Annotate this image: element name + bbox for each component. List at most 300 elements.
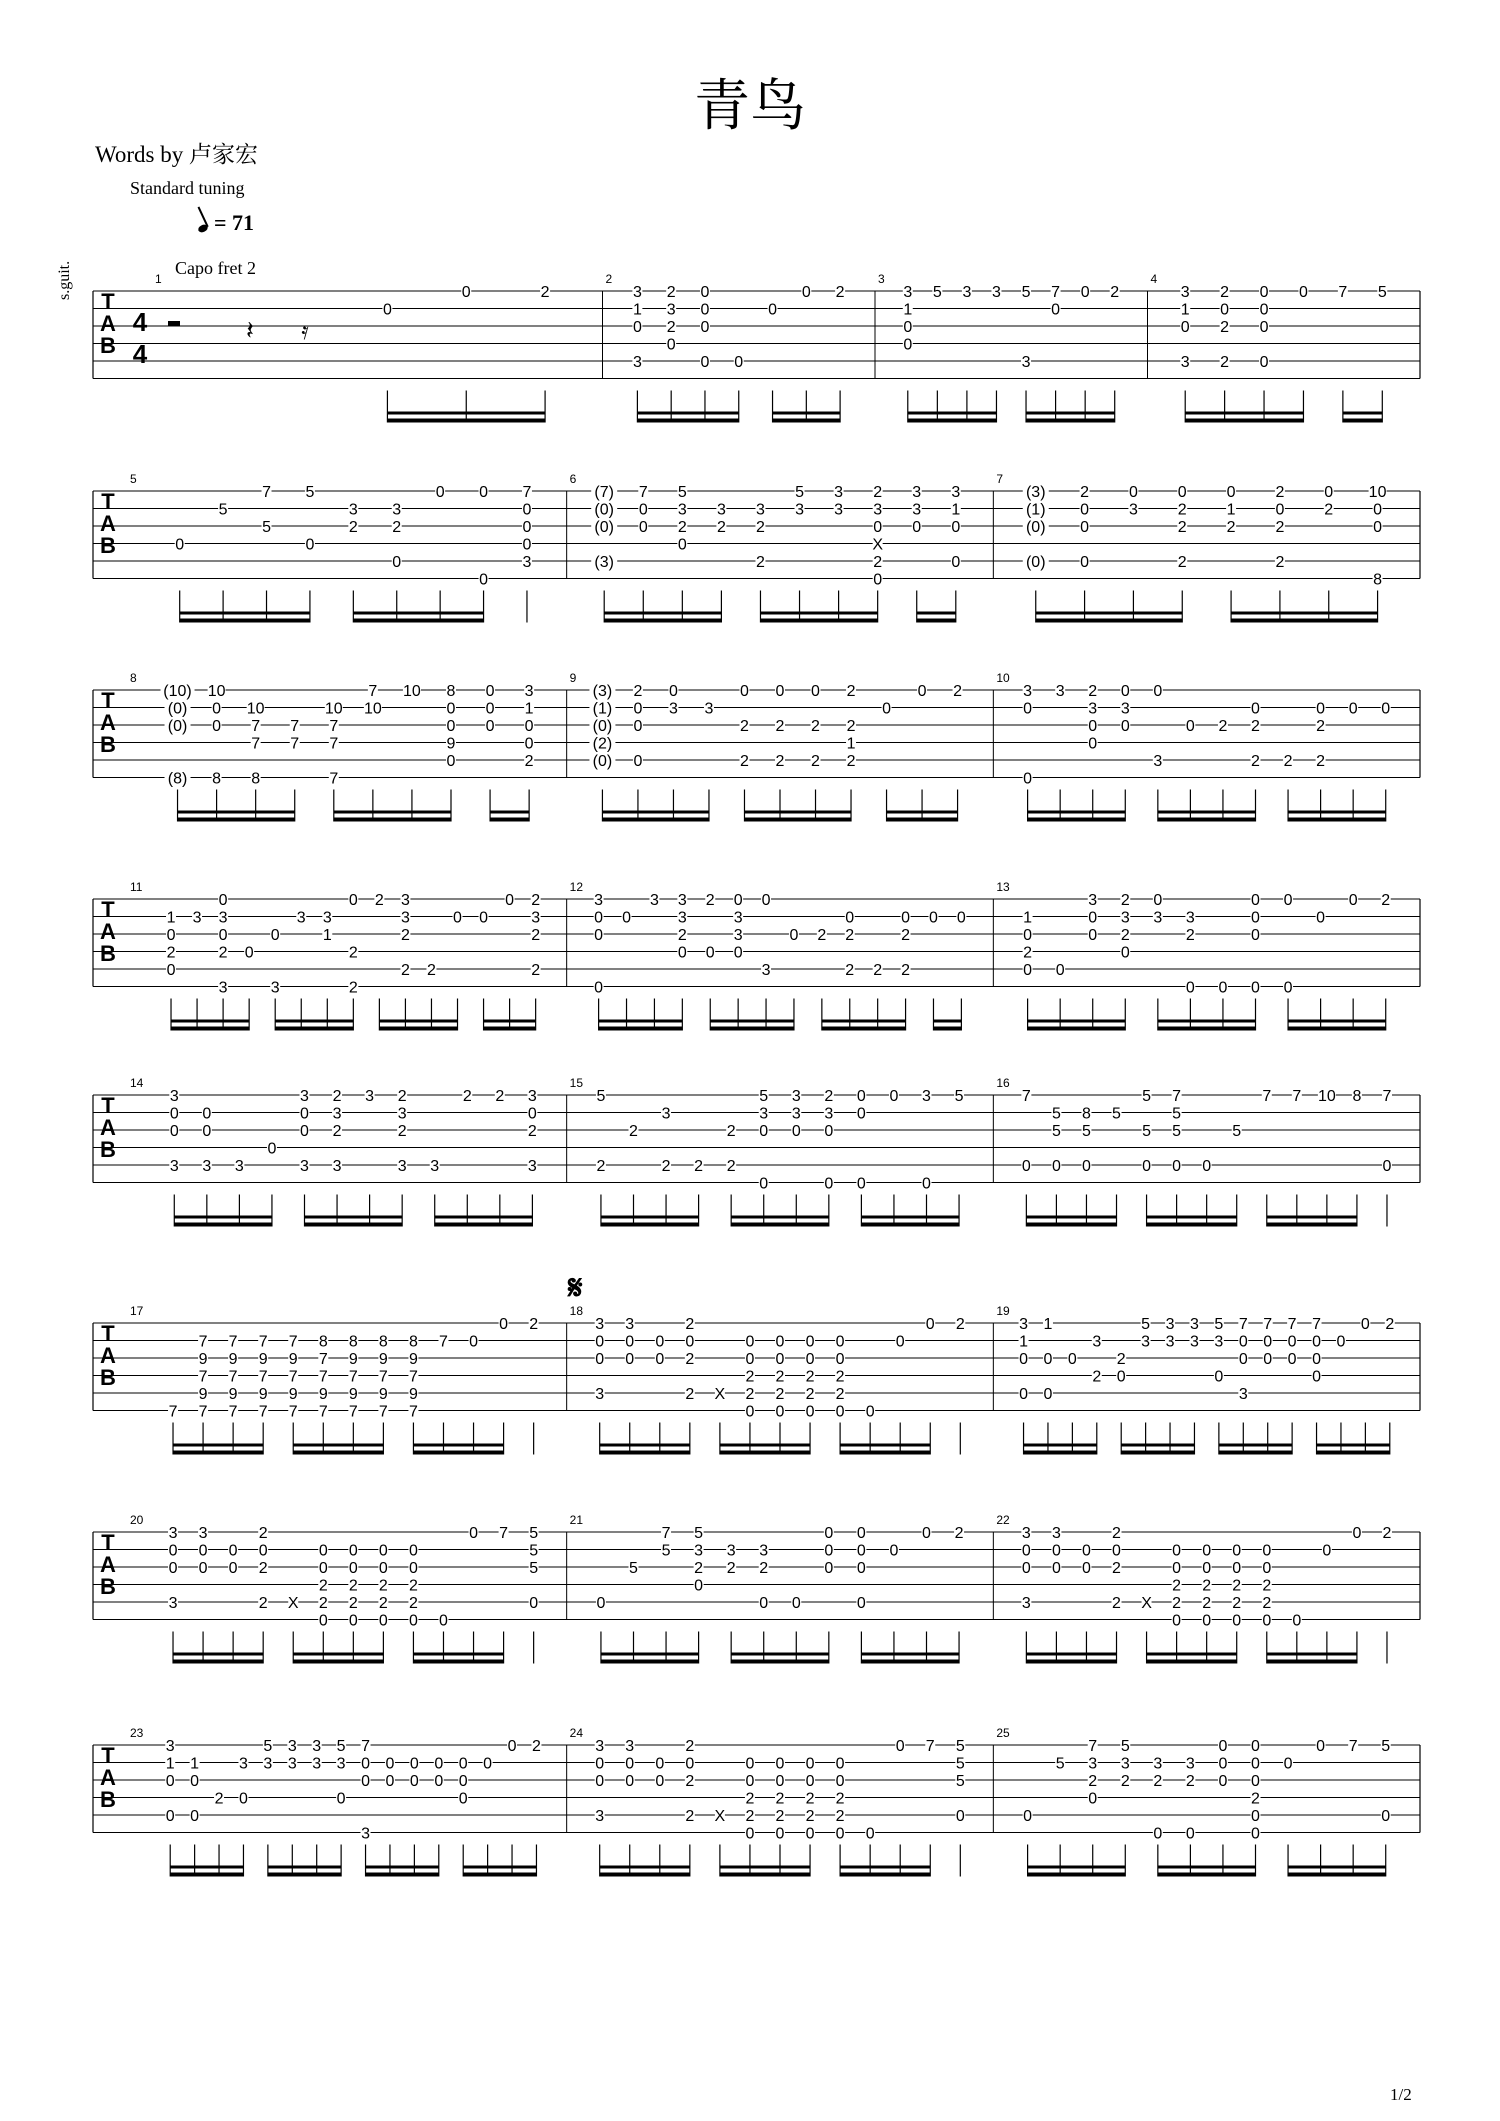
fret-number: 0 — [655, 1755, 665, 1773]
beam-secondary — [601, 1216, 699, 1219]
fret-number: 9 — [348, 1351, 358, 1368]
fret-number: 2 — [745, 1790, 755, 1808]
fret-number: 3 — [168, 1595, 178, 1612]
fret-number: 3 — [761, 962, 771, 979]
tab-clef-letter: T — [101, 897, 115, 922]
measure-number: 12 — [569, 880, 584, 894]
fret-number: 0 — [1262, 1542, 1272, 1560]
fret-number: 0 — [1381, 700, 1391, 718]
fret-number: 0 — [175, 536, 185, 554]
fret-number: 0 — [745, 1351, 755, 1368]
fret-number: 5 — [1142, 1123, 1152, 1140]
fret-number: 0 — [1312, 1368, 1321, 1386]
beam — [917, 619, 956, 623]
fret-number: 0 — [1055, 962, 1065, 979]
fret-number: 2 — [953, 683, 963, 700]
fret-number: 0 — [856, 1542, 866, 1560]
tab-clef-letter: A — [100, 710, 116, 735]
fret-number: 0 — [499, 1316, 509, 1333]
fret-number: 2 — [775, 1386, 785, 1403]
beam-secondary — [744, 811, 851, 814]
fret-number: 3 — [1185, 1755, 1195, 1773]
fret-number: 2 — [1112, 1560, 1121, 1577]
fret-number: 2 — [666, 284, 676, 301]
beam — [171, 1027, 249, 1031]
fret-number: 0 — [169, 1123, 179, 1140]
fret-number: 2 — [775, 753, 785, 770]
beam — [637, 419, 738, 423]
fret-number: 2 — [685, 1808, 695, 1825]
fret-number: 3 — [1023, 683, 1033, 700]
fret-number: 2 — [400, 962, 410, 979]
fret-number: 9 — [378, 1386, 388, 1403]
measure-number: 7 — [996, 472, 1004, 486]
fret-number: 2 — [166, 944, 176, 962]
fret-number: 2 — [901, 962, 911, 979]
tab-clef-letter: T — [101, 289, 115, 314]
fret-number: 0 — [677, 536, 687, 554]
fret-number: 2 — [873, 962, 883, 979]
fret-number: 0 — [1251, 927, 1260, 944]
beam-secondary — [600, 1444, 690, 1447]
fret-number: 0 — [740, 683, 749, 700]
beam — [1288, 1873, 1386, 1877]
fret-number: 2 — [1251, 753, 1260, 770]
fret-number: 9 — [348, 1386, 358, 1403]
beam — [1147, 1660, 1237, 1664]
fret-number: 0 — [168, 1560, 178, 1577]
beam-secondary — [1267, 1653, 1357, 1656]
fret-number: 7 — [499, 1525, 509, 1542]
half-rest-icon — [168, 321, 180, 326]
fret-number: 0 — [461, 284, 471, 301]
beam-secondary — [1026, 1216, 1116, 1219]
fret-number: 7 — [198, 1333, 208, 1351]
fret-number: 0 — [625, 1773, 635, 1790]
beam-secondary — [1267, 1216, 1357, 1219]
fret-number: (0) — [1025, 519, 1046, 536]
fret-number: 5 — [677, 484, 687, 501]
fret-number: 0 — [1180, 319, 1190, 336]
fret-number: 0 — [1316, 700, 1326, 718]
fret-number: 0 — [212, 700, 222, 718]
beam — [933, 1027, 961, 1031]
beam-secondary — [908, 412, 997, 415]
beam-secondary — [1024, 1444, 1097, 1447]
fret-number: 2 — [378, 1577, 388, 1595]
fret-number: 9 — [258, 1351, 268, 1368]
fret-number: 1 — [322, 927, 332, 944]
fret-number: 0 — [734, 354, 744, 371]
beam — [379, 1027, 457, 1031]
beam — [1036, 619, 1183, 623]
fret-number: 0 — [1202, 1542, 1212, 1560]
fret-number: 0 — [1082, 1560, 1091, 1577]
beam-secondary — [600, 1866, 690, 1869]
fret-number: 2 — [685, 1773, 695, 1790]
fret-number: 2 — [817, 927, 827, 944]
beam-secondary — [275, 1020, 353, 1023]
beam-secondary — [379, 1020, 457, 1023]
beam-secondary — [760, 612, 877, 615]
beam — [604, 619, 721, 623]
fret-number: 0 — [1051, 1560, 1061, 1577]
fret-number: 5 — [262, 519, 271, 536]
fret-number: 0 — [775, 1403, 785, 1421]
fret-number: 7 — [1262, 1088, 1272, 1105]
fret-number: 2 — [1385, 1316, 1395, 1333]
fret-number: 0 — [1263, 1351, 1273, 1368]
fret-number: 7 — [288, 1333, 298, 1351]
measure-number: 25 — [996, 1726, 1010, 1740]
fret-number: 0 — [775, 1755, 785, 1773]
fret-number: 2 — [1262, 1595, 1272, 1612]
fret-number: 0 — [318, 1542, 328, 1560]
fret-number: 0 — [1051, 1158, 1061, 1175]
fret-number: 2 — [629, 1123, 638, 1140]
fret-number: 0 — [951, 554, 961, 571]
fret-number: 0 — [446, 753, 456, 770]
beam — [1317, 1451, 1390, 1455]
fret-number: 2 — [726, 1158, 736, 1175]
fret-number: 0 — [1348, 700, 1358, 718]
fret-number: 0 — [1373, 501, 1383, 519]
fret-number: 3 — [873, 501, 883, 519]
fret-number: 0 — [439, 1612, 448, 1630]
fret-number: 1 — [524, 700, 534, 718]
fret-number: 7 — [1348, 1738, 1358, 1755]
fret-number: 0 — [835, 1333, 845, 1351]
fret-number: 10 — [1368, 484, 1387, 501]
fret-number: 2 — [318, 1595, 328, 1612]
fret-number: 0 — [1287, 1351, 1297, 1368]
beam — [599, 1027, 683, 1031]
fret-number: 0 — [1232, 1612, 1242, 1630]
fret-number: 3 — [322, 909, 332, 927]
fret-number: 2 — [805, 1368, 815, 1386]
fret-number: 0 — [922, 1175, 931, 1193]
fret-number: 0 — [453, 909, 462, 927]
fret-number: 3 — [1190, 1333, 1199, 1351]
fret-number: 0 — [903, 336, 913, 354]
fret-number: 2 — [1120, 1773, 1130, 1790]
fret-number: (3) — [1025, 484, 1046, 501]
fret-number: 3 — [169, 1088, 179, 1105]
fret-number: 0 — [485, 718, 495, 735]
fret-number: 5 — [1051, 1123, 1061, 1140]
fret-number: 3 — [677, 892, 687, 909]
fret-number: 7 — [1051, 284, 1061, 301]
fret-number: 0 — [929, 909, 938, 927]
fret-number: 3 — [1153, 909, 1163, 927]
beam — [173, 1451, 263, 1455]
fret-number: 0 — [1153, 683, 1163, 700]
beam-secondary — [731, 1216, 829, 1219]
fret-number: 3 — [392, 501, 402, 519]
fret-number: 2 — [775, 718, 785, 735]
fret-number: 3 — [1190, 1316, 1199, 1333]
fret-number: 0 — [168, 1542, 178, 1560]
fret-number: 0 — [1259, 301, 1269, 319]
fret-number: (3) — [594, 554, 614, 571]
fret-number: 0 — [622, 909, 631, 927]
fret-number: 0 — [392, 554, 402, 571]
fret-number: 0 — [1251, 1773, 1260, 1790]
fret-number: 0 — [258, 1542, 268, 1560]
fret-number: 2 — [1232, 1595, 1242, 1612]
fret-number: 5 — [694, 1525, 704, 1542]
fret-number: 0 — [824, 1560, 834, 1577]
fret-number: 0 — [228, 1542, 238, 1560]
fret-number: 2 — [805, 1808, 815, 1825]
beam-secondary — [861, 1216, 959, 1219]
beam — [178, 818, 295, 822]
fret-number: 0 — [300, 1105, 309, 1123]
fret-number: 8 — [1373, 571, 1383, 589]
beam-secondary — [1028, 811, 1126, 814]
beam — [366, 1873, 439, 1877]
fret-number: 0 — [378, 1560, 388, 1577]
fret-number: 3 — [595, 1316, 605, 1333]
fret-number: (0) — [167, 718, 188, 735]
fret-number: 0 — [1185, 1825, 1195, 1843]
fret-number: 0 — [228, 1560, 238, 1577]
fret-number: 1 — [165, 1755, 175, 1773]
fret-number: 1 — [1043, 1316, 1053, 1333]
fret-number: 0 — [469, 1525, 478, 1542]
fret-number: 0 — [805, 1351, 815, 1368]
fret-number: 0 — [1283, 892, 1293, 909]
fret-number: 0 — [775, 683, 785, 700]
tab-clef-letter: B — [100, 732, 116, 757]
fret-number: 0 — [835, 1403, 845, 1421]
fret-number: 0 — [1316, 909, 1326, 927]
beam — [490, 818, 529, 822]
beam-secondary — [933, 1020, 961, 1023]
fret-number: 0 — [805, 1403, 815, 1421]
beam — [601, 1223, 699, 1227]
beam-secondary — [1158, 1866, 1256, 1869]
fret-number: 0 — [759, 1595, 769, 1612]
beam — [1158, 1027, 1256, 1031]
beam-secondary — [293, 1653, 383, 1656]
fret-number: 7 — [368, 683, 378, 700]
fret-number: 3 — [666, 301, 676, 319]
beam-secondary — [822, 1020, 906, 1023]
fret-number: 5 — [336, 1738, 346, 1755]
beam — [353, 619, 483, 623]
fret-number: 0 — [446, 718, 456, 735]
measure-number: 21 — [569, 1513, 584, 1527]
fret-number: 0 — [685, 1333, 695, 1351]
fret-number: 0 — [1116, 1368, 1126, 1386]
fret-number: 0 — [479, 571, 489, 589]
fret-number: 0 — [1051, 1542, 1061, 1560]
fret-number: 3 — [287, 1738, 297, 1755]
fret-number: 2 — [400, 927, 410, 944]
fret-number: 7 — [361, 1738, 370, 1755]
fret-number: 3 — [594, 892, 604, 909]
tab-clef-letter: T — [101, 1743, 115, 1768]
fret-number: 3 — [1153, 753, 1163, 770]
fret-number: 1 — [190, 1755, 200, 1773]
fret-number: 0 — [524, 735, 534, 753]
fret-number: 3 — [300, 1088, 309, 1105]
fret-number: 0 — [625, 1755, 635, 1773]
fret-number: 0 — [1382, 1158, 1392, 1175]
fret-number: 3 — [332, 1158, 342, 1175]
fret-number: 0 — [745, 1825, 755, 1843]
beam-secondary — [601, 1653, 699, 1656]
fret-number: 5 — [1172, 1123, 1182, 1140]
fret-number: 0 — [1232, 1560, 1242, 1577]
fret-number: 0 — [165, 1808, 175, 1825]
fret-number: 2 — [1275, 519, 1285, 536]
fret-number: 0 — [1120, 683, 1130, 700]
fret-number: 2 — [1023, 944, 1033, 962]
fret-number: 0 — [505, 892, 515, 909]
fret-number: 3 — [1088, 700, 1098, 718]
fret-number: 0 — [190, 1773, 200, 1790]
fret-number: 7 — [329, 770, 339, 788]
fret-number: 0 — [165, 1773, 175, 1790]
quarter-rest-icon: 𝄽 — [246, 315, 254, 345]
beam-secondary — [305, 1216, 403, 1219]
fret-number: 3 — [1165, 1333, 1175, 1351]
beam — [887, 818, 958, 822]
beam-secondary — [887, 811, 958, 814]
beam — [1231, 619, 1378, 623]
fret-number: 2 — [1218, 718, 1228, 735]
fret-number: 0 — [901, 909, 911, 927]
beam — [1028, 1873, 1126, 1877]
fret-number: 2 — [811, 753, 820, 770]
fret-number: 0 — [524, 718, 534, 735]
fret-number: 8 — [251, 770, 261, 788]
fret-number: 0 — [595, 1773, 605, 1790]
fret-number: 0 — [305, 536, 315, 554]
fret-number: 5 — [759, 1088, 769, 1105]
fret-number: 2 — [705, 892, 715, 909]
fret-number: 0 — [479, 909, 489, 927]
beam-secondary — [917, 612, 956, 615]
fret-number: 3 — [168, 1525, 178, 1542]
fret-number: 0 — [1021, 1560, 1031, 1577]
fret-number: 0 — [1088, 927, 1098, 944]
fret-number: 2 — [348, 1577, 358, 1595]
fret-number: 3 — [677, 909, 687, 927]
fret-number: 2 — [524, 753, 534, 770]
beam — [731, 1660, 829, 1664]
tab-clef-letter: B — [100, 1574, 116, 1599]
fret-number: 2 — [811, 718, 820, 735]
fret-number: 0 — [198, 1542, 208, 1560]
fret-number: 0 — [801, 284, 811, 301]
beam — [1288, 818, 1386, 822]
beam — [387, 419, 545, 423]
fret-number: 0 — [507, 1738, 517, 1755]
fret-number: 5 — [955, 1755, 965, 1773]
fret-number: 0 — [595, 1755, 605, 1773]
beam-secondary — [637, 412, 738, 415]
beam-secondary — [366, 1866, 439, 1869]
fret-number: 0 — [166, 927, 176, 944]
beam — [293, 1451, 383, 1455]
fret-number: 1 — [166, 909, 176, 927]
fret-number: 0 — [1312, 1333, 1321, 1351]
fret-number: 0 — [522, 536, 532, 554]
fret-number: 7 — [1238, 1316, 1248, 1333]
fret-number: 0 — [1082, 1542, 1091, 1560]
fret-number: 3 — [595, 1808, 605, 1825]
beam-secondary — [484, 1020, 536, 1023]
fret-number: 3 — [595, 1738, 605, 1755]
fret-number: 0 — [669, 683, 678, 700]
beam — [1026, 419, 1115, 423]
fret-number: 0 — [270, 927, 280, 944]
fret-number: 2 — [954, 1525, 964, 1542]
fret-number: 0 — [1352, 1525, 1362, 1542]
fret-number: 3 — [198, 1525, 208, 1542]
measure-number: 14 — [130, 1076, 144, 1090]
beam — [413, 1660, 503, 1664]
fret-number: 5 — [1232, 1123, 1242, 1140]
fret-number: 0 — [1088, 735, 1098, 753]
beam-secondary — [170, 1866, 243, 1869]
fret-number: 5 — [1055, 1755, 1065, 1773]
fret-number: 0 — [1021, 1542, 1031, 1560]
fret-number: 2 — [1220, 319, 1230, 336]
beam-secondary — [1288, 1866, 1386, 1869]
fret-number: 3 — [270, 979, 280, 997]
beam-secondary — [1028, 1866, 1126, 1869]
fret-number: 0 — [925, 1316, 935, 1333]
fret-number: 0 — [917, 683, 927, 700]
fret-number: 0 — [759, 1123, 769, 1140]
fret-number: 2 — [1381, 892, 1391, 909]
fret-number: 2 — [529, 1316, 539, 1333]
fret-number: 2 — [408, 1577, 418, 1595]
fret-number: 2 — [633, 683, 643, 700]
beam — [602, 818, 709, 822]
fret-number: 3 — [795, 501, 804, 519]
fret-number: 3 — [903, 284, 913, 301]
fret-number: 0 — [1023, 1808, 1033, 1825]
beam — [174, 1223, 272, 1227]
fret-number: 2 — [1177, 501, 1187, 519]
fret-number: 8 — [378, 1333, 388, 1351]
fret-number: 2 — [846, 718, 856, 735]
fret-number: 3 — [1214, 1333, 1224, 1351]
beam — [1024, 1451, 1097, 1455]
fret-number: 2 — [745, 1386, 755, 1403]
fret-number: 9 — [198, 1351, 208, 1368]
fret-number: 5 — [932, 284, 942, 301]
fret-number: 3 — [1180, 354, 1190, 371]
measure-number: 1 — [155, 272, 162, 286]
tab-clef-letter: B — [100, 1787, 116, 1812]
fret-number: 2 — [1251, 1790, 1260, 1808]
fret-number: 5 — [1082, 1123, 1091, 1140]
fret-number: 2 — [1283, 753, 1293, 770]
measure-number: 23 — [130, 1726, 144, 1740]
fret-number: 0 — [218, 927, 228, 944]
fret-number: 2 — [348, 979, 358, 997]
fret-number: 0 — [811, 683, 820, 700]
fret-number: 0 — [903, 319, 913, 336]
fret-number: 1 — [903, 301, 913, 319]
fret-number: 0 — [895, 1738, 905, 1755]
